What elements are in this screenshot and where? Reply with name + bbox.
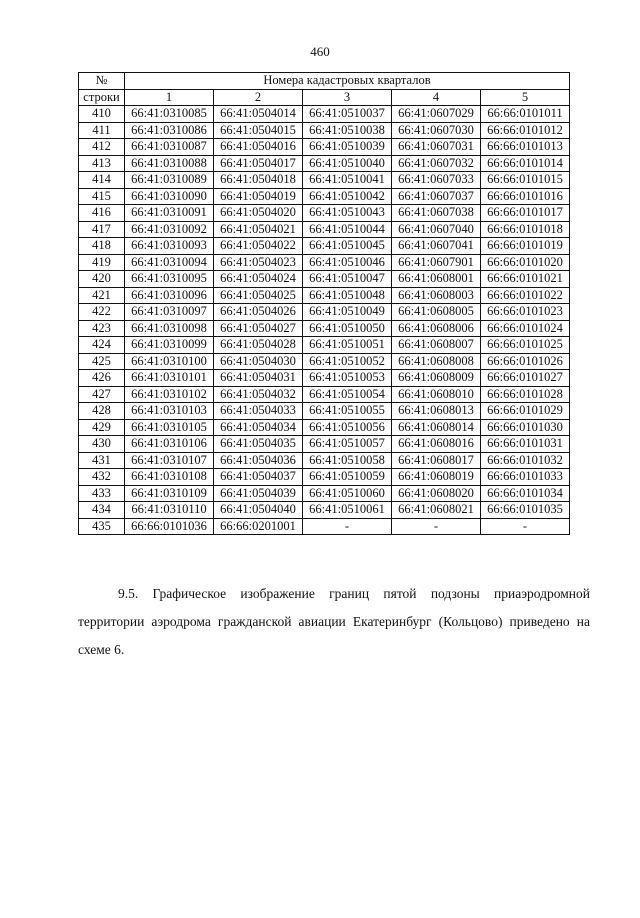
cadastral-number-cell: 66:41:0504031 — [214, 370, 303, 387]
cadastral-number-cell: 66:41:0310100 — [125, 353, 214, 370]
row-number-cell: 415 — [79, 188, 125, 205]
cadastral-number-cell: 66:41:0608003 — [392, 287, 481, 304]
cadastral-number-cell: 66:66:0101016 — [481, 188, 570, 205]
cadastral-number-cell: 66:66:0101012 — [481, 122, 570, 139]
cadastral-number-cell: 66:41:0510051 — [303, 337, 392, 354]
cadastral-number-cell: 66:41:0310093 — [125, 238, 214, 255]
cadastral-number-cell: 66:41:0504016 — [214, 139, 303, 156]
cadastral-number-cell: 66:41:0608019 — [392, 469, 481, 486]
cadastral-number-cell: 66:41:0310105 — [125, 419, 214, 436]
cadastral-number-cell: 66:41:0504033 — [214, 403, 303, 420]
cadastral-number-cell: 66:41:0608009 — [392, 370, 481, 387]
table-row — [79, 353, 570, 370]
table-row — [79, 469, 570, 486]
column-number: 4 — [392, 89, 481, 106]
cadastral-number-cell: 66:66:0101028 — [481, 386, 570, 403]
cadastral-number-cell: 66:41:0510045 — [303, 238, 392, 255]
row-number-cell: 434 — [79, 502, 125, 519]
cadastral-number-cell: 66:41:0310103 — [125, 403, 214, 420]
cadastral-number-cell: 66:41:0608013 — [392, 403, 481, 420]
cadastral-number-cell: 66:41:0607033 — [392, 172, 481, 189]
cadastral-number-cell: 66:41:0310107 — [125, 452, 214, 469]
cadastral-number-cell: 66:66:0101027 — [481, 370, 570, 387]
cadastral-number-cell: 66:41:0510043 — [303, 205, 392, 222]
table-row — [79, 304, 570, 321]
column-number: 3 — [303, 89, 392, 106]
table-row — [79, 271, 570, 288]
cadastral-number-cell: 66:41:0504015 — [214, 122, 303, 139]
cadastral-number-cell: 66:41:0504036 — [214, 452, 303, 469]
cadastral-number-cell: 66:41:0504019 — [214, 188, 303, 205]
cadastral-number-cell: 66:41:0608007 — [392, 337, 481, 354]
table-row — [79, 172, 570, 189]
cadastral-number-cell: 66:41:0607031 — [392, 139, 481, 156]
cadastral-number-cell: 66:41:0504034 — [214, 419, 303, 436]
cadastral-number-cell: 66:41:0608014 — [392, 419, 481, 436]
cadastral-number-cell: 66:41:0504032 — [214, 386, 303, 403]
cadastral-number-cell: 66:41:0510059 — [303, 469, 392, 486]
cadastral-number-cell: 66:41:0310099 — [125, 337, 214, 354]
cadastral-number-cell: 66:41:0510046 — [303, 254, 392, 271]
cadastral-number-cell: 66:41:0310106 — [125, 436, 214, 453]
cadastral-number-cell: 66:66:0101031 — [481, 436, 570, 453]
table-row — [79, 452, 570, 469]
cadastral-table — [78, 72, 570, 535]
cadastral-number-cell: 66:41:0310109 — [125, 485, 214, 502]
page-number: 460 — [310, 44, 330, 59]
cadastral-number-cell: 66:41:0510049 — [303, 304, 392, 321]
cadastral-number-cell: 66:41:0310088 — [125, 155, 214, 172]
table-row — [79, 320, 570, 337]
cadastral-number-cell: 66:41:0310108 — [125, 469, 214, 486]
row-number-cell: 432 — [79, 469, 125, 486]
cadastral-number-cell: 66:66:0101026 — [481, 353, 570, 370]
caption-paragraph — [78, 580, 590, 664]
cadastral-number-cell: 66:41:0310096 — [125, 287, 214, 304]
row-number-cell: 423 — [79, 320, 125, 337]
table-row — [79, 254, 570, 271]
cadastral-number-cell: 66:41:0504023 — [214, 254, 303, 271]
table-row — [79, 106, 570, 123]
cadastral-number-cell: 66:41:0510040 — [303, 155, 392, 172]
cadastral-number-cell: 66:41:0504017 — [214, 155, 303, 172]
cadastral-number-cell: 66:41:0504030 — [214, 353, 303, 370]
row-number-cell: 420 — [79, 271, 125, 288]
cadastral-number-cell: 66:41:0310110 — [125, 502, 214, 519]
table-row — [79, 188, 570, 205]
cadastral-number-cell: 66:41:0510039 — [303, 139, 392, 156]
cadastral-number-cell: 66:66:0101033 — [481, 469, 570, 486]
row-number-cell: 426 — [79, 370, 125, 387]
table-row — [79, 436, 570, 453]
cadastral-number-cell: 66:41:0504040 — [214, 502, 303, 519]
row-number-cell: 435 — [79, 518, 125, 535]
table-row — [79, 337, 570, 354]
table-row — [79, 205, 570, 222]
table-row — [79, 238, 570, 255]
table-row — [79, 139, 570, 156]
cadastral-number-cell: 66:41:0510047 — [303, 271, 392, 288]
cadastral-number-cell: 66:66:0201001 — [214, 518, 303, 535]
cadastral-number-cell: 66:41:0510050 — [303, 320, 392, 337]
column-number: 1 — [125, 89, 214, 106]
cadastral-number-cell: 66:41:0608020 — [392, 485, 481, 502]
cadastral-number-cell: 66:41:0504039 — [214, 485, 303, 502]
cadastral-number-cell: 66:41:0608010 — [392, 386, 481, 403]
cadastral-number-cell: 66:41:0504025 — [214, 287, 303, 304]
cadastral-number-cell: 66:41:0607040 — [392, 221, 481, 238]
cadastral-number-cell: 66:41:0608017 — [392, 452, 481, 469]
row-number-cell: 416 — [79, 205, 125, 222]
row-number-cell: 418 — [79, 238, 125, 255]
cadastral-number-cell: 66:41:0504028 — [214, 337, 303, 354]
row-number-cell: 419 — [79, 254, 125, 271]
cadastral-number-cell: 66:41:0607038 — [392, 205, 481, 222]
table-row — [79, 485, 570, 502]
cadastral-number-cell: 66:66:0101014 — [481, 155, 570, 172]
cadastral-number-cell: 66:66:0101032 — [481, 452, 570, 469]
cadastral-number-cell: 66:66:0101022 — [481, 287, 570, 304]
table-row — [79, 155, 570, 172]
row-number-cell: 427 — [79, 386, 125, 403]
cadastral-number-cell: 66:41:0608001 — [392, 271, 481, 288]
row-number-cell: 431 — [79, 452, 125, 469]
row-number-cell: 433 — [79, 485, 125, 502]
table-row — [79, 287, 570, 304]
cadastral-number-cell: 66:41:0510041 — [303, 172, 392, 189]
cadastral-number-cell: 66:41:0504014 — [214, 106, 303, 123]
row-number-cell: 414 — [79, 172, 125, 189]
cadastral-number-cell: 66:41:0510044 — [303, 221, 392, 238]
row-number-cell: 428 — [79, 403, 125, 420]
cadastral-number-cell: 66:41:0310101 — [125, 370, 214, 387]
cadastral-number-cell: 66:41:0310095 — [125, 271, 214, 288]
cadastral-number-cell: 66:41:0510048 — [303, 287, 392, 304]
cadastral-number-cell: 66:66:0101013 — [481, 139, 570, 156]
cadastral-number-cell: 66:41:0510055 — [303, 403, 392, 420]
cadastral-number-cell: 66:66:0101018 — [481, 221, 570, 238]
header-group: Номера кадастровых кварталов — [125, 73, 570, 90]
row-number-cell: 429 — [79, 419, 125, 436]
cadastral-number-cell: 66:41:0504027 — [214, 320, 303, 337]
cadastral-number-cell: 66:66:0101023 — [481, 304, 570, 321]
cadastral-number-cell: 66:66:0101030 — [481, 419, 570, 436]
table-row — [79, 502, 570, 519]
row-number-cell: 417 — [79, 221, 125, 238]
cadastral-number-cell: 66:41:0310085 — [125, 106, 214, 123]
table-row — [79, 122, 570, 139]
cadastral-number-cell: 66:41:0510058 — [303, 452, 392, 469]
cadastral-number-cell: 66:66:0101011 — [481, 106, 570, 123]
row-number-cell: 430 — [79, 436, 125, 453]
cadastral-number-cell: 66:41:0510056 — [303, 419, 392, 436]
cadastral-number-cell: 66:41:0510061 — [303, 502, 392, 519]
row-number-cell: 425 — [79, 353, 125, 370]
cadastral-number-cell: 66:41:0310097 — [125, 304, 214, 321]
cadastral-number-cell: 66:41:0510053 — [303, 370, 392, 387]
caption-text: 9.5. Графическое изображение границ пятой подзоны приаэродромной территории аэродрома гражданской авиации Екатеринбург (Кольцово) приведено на схеме 6. — [78, 586, 590, 657]
cadastral-number-cell: 66:41:0510060 — [303, 485, 392, 502]
row-number-cell: 422 — [79, 304, 125, 321]
table-row — [79, 403, 570, 420]
cadastral-number-cell: 66:41:0504035 — [214, 436, 303, 453]
cadastral-number-cell: 66:66:0101019 — [481, 238, 570, 255]
cadastral-number-cell: 66:41:0608005 — [392, 304, 481, 321]
header-no: № — [79, 73, 125, 90]
cadastral-number-cell: 66:41:0310094 — [125, 254, 214, 271]
cadastral-number-cell: 66:41:0310089 — [125, 172, 214, 189]
cadastral-number-cell: 66:41:0310091 — [125, 205, 214, 222]
cadastral-number-cell: 66:41:0607030 — [392, 122, 481, 139]
table-row — [79, 419, 570, 436]
table-row — [79, 518, 570, 535]
row-number-cell: 424 — [79, 337, 125, 354]
cadastral-number-cell: 66:41:0510052 — [303, 353, 392, 370]
cadastral-number-cell: 66:41:0510057 — [303, 436, 392, 453]
cadastral-number-cell: 66:41:0310098 — [125, 320, 214, 337]
cadastral-number-cell: 66:66:0101034 — [481, 485, 570, 502]
table-row — [79, 386, 570, 403]
cadastral-number-cell: 66:41:0504021 — [214, 221, 303, 238]
cadastral-number-cell: 66:41:0310092 — [125, 221, 214, 238]
cadastral-number-cell: 66:41:0310090 — [125, 188, 214, 205]
cadastral-number-cell: - — [303, 518, 392, 535]
cadastral-number-cell: 66:66:0101020 — [481, 254, 570, 271]
cadastral-number-cell: 66:41:0607901 — [392, 254, 481, 271]
cadastral-number-cell: 66:41:0607037 — [392, 188, 481, 205]
cadastral-number-cell: 66:41:0608006 — [392, 320, 481, 337]
cadastral-number-cell: 66:41:0310086 — [125, 122, 214, 139]
header-row-label: строки — [79, 89, 125, 106]
cadastral-number-cell: 66:41:0504024 — [214, 271, 303, 288]
cadastral-number-cell: 66:41:0510038 — [303, 122, 392, 139]
row-number-cell: 410 — [79, 106, 125, 123]
column-number: 5 — [481, 89, 570, 106]
cadastral-number-cell: 66:41:0607041 — [392, 238, 481, 255]
cadastral-number-cell: 66:66:0101035 — [481, 502, 570, 519]
cadastral-number-cell: 66:41:0608008 — [392, 353, 481, 370]
cadastral-number-cell: 66:41:0608021 — [392, 502, 481, 519]
cadastral-number-cell: 66:66:0101024 — [481, 320, 570, 337]
cadastral-number-cell: 66:41:0607032 — [392, 155, 481, 172]
cadastral-number-cell: 66:66:0101021 — [481, 271, 570, 288]
table-row — [79, 221, 570, 238]
cadastral-number-cell: - — [392, 518, 481, 535]
column-number: 2 — [214, 89, 303, 106]
cadastral-number-cell: 66:41:0608016 — [392, 436, 481, 453]
cadastral-number-cell: - — [481, 518, 570, 535]
cadastral-number-cell: 66:66:0101025 — [481, 337, 570, 354]
cadastral-number-cell: 66:41:0607029 — [392, 106, 481, 123]
cadastral-number-cell: 66:41:0504037 — [214, 469, 303, 486]
cadastral-number-cell: 66:41:0510042 — [303, 188, 392, 205]
row-number-cell: 411 — [79, 122, 125, 139]
cadastral-number-cell: 66:41:0504018 — [214, 172, 303, 189]
row-number-cell: 421 — [79, 287, 125, 304]
cadastral-number-cell: 66:41:0504022 — [214, 238, 303, 255]
row-number-cell: 412 — [79, 139, 125, 156]
cadastral-number-cell: 66:66:0101015 — [481, 172, 570, 189]
table-row — [79, 370, 570, 387]
cadastral-number-cell: 66:41:0510054 — [303, 386, 392, 403]
cadastral-number-cell: 66:41:0504026 — [214, 304, 303, 321]
cadastral-number-cell: 66:66:0101029 — [481, 403, 570, 420]
table-body — [79, 106, 570, 535]
row-number-cell: 413 — [79, 155, 125, 172]
cadastral-number-cell: 66:66:0101036 — [125, 518, 214, 535]
cadastral-number-cell: 66:66:0101017 — [481, 205, 570, 222]
cadastral-number-cell: 66:41:0510037 — [303, 106, 392, 123]
cadastral-number-cell: 66:41:0310087 — [125, 139, 214, 156]
cadastral-number-cell: 66:41:0504020 — [214, 205, 303, 222]
cadastral-number-cell: 66:41:0310102 — [125, 386, 214, 403]
